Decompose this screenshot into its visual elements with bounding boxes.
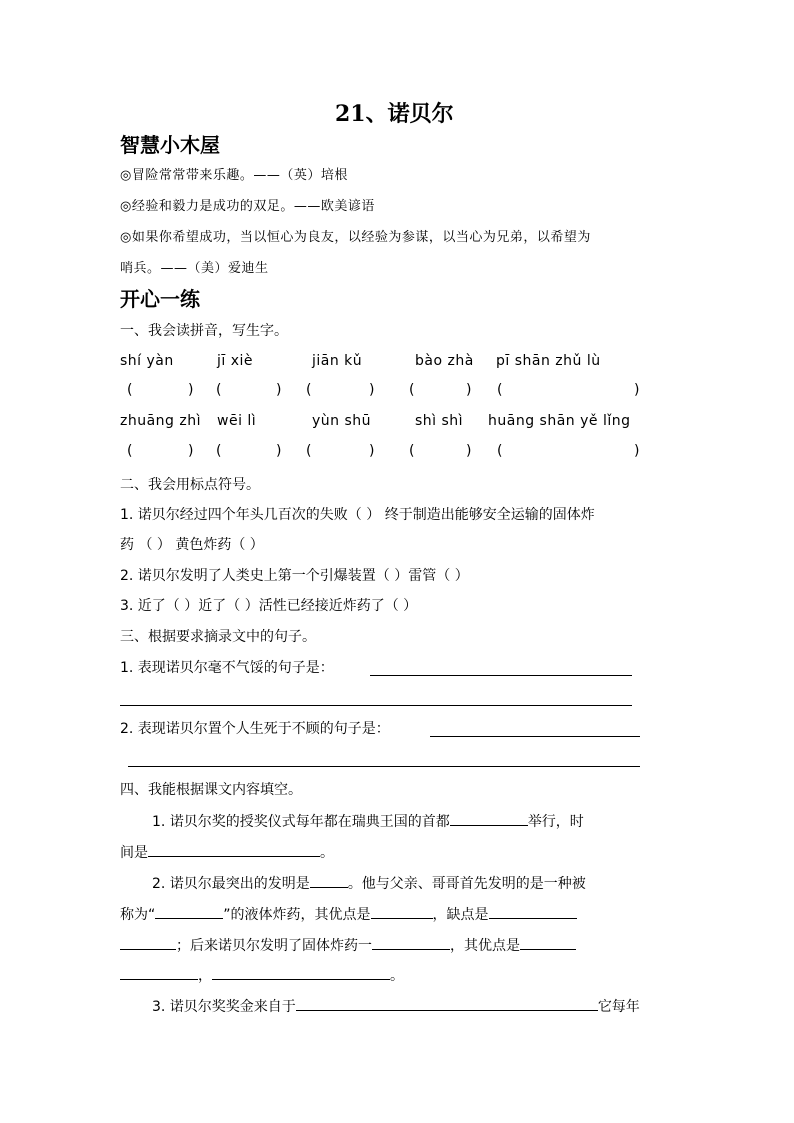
blank-advantage-3[interactable] xyxy=(212,966,390,980)
pinyin-row1-2: jī xiè xyxy=(217,353,254,369)
answer-box-row2-3-close: ) xyxy=(369,443,375,459)
answer-box-row2-4-open: ( xyxy=(409,443,415,459)
section-heading-wisdom-cabin: 智慧小木屋 xyxy=(120,133,220,157)
answer-box-row2-1-open: ( xyxy=(127,443,133,459)
blank-solid-explosive[interactable] xyxy=(372,936,450,950)
pinyin-row2-4: shì shì xyxy=(415,413,464,429)
blank-disadvantage[interactable] xyxy=(489,905,577,919)
answer-box-row1-5-open: ( xyxy=(497,382,503,398)
answer-box-row1-1-close: ) xyxy=(188,382,194,398)
quote-2: ◎经验和毅力是成功的双足。——欧美谚语 xyxy=(120,199,375,214)
blank-capital[interactable] xyxy=(450,812,528,826)
question-4-title: 四、我能根据课文内容填空。 xyxy=(120,782,302,798)
quote-3-line-2: 哨兵。——（美）爱迪生 xyxy=(120,261,269,276)
page-title: 21、诺贝尔 xyxy=(335,101,454,127)
punctuation-item-1-line-2: 药 （ ） 黄色炸药（ ） xyxy=(120,537,264,553)
answer-box-row1-3-close: ) xyxy=(369,382,375,398)
blank-advantage-2-cont[interactable] xyxy=(120,966,198,980)
answer-box-row2-3-open: ( xyxy=(306,443,312,459)
quote-3-line-1: ◎如果你希望成功，当以恒心为良友，以经验为参谋，以当心为兄弟，以希望为 xyxy=(120,230,591,245)
blank-invention[interactable] xyxy=(310,874,348,888)
blank-time[interactable] xyxy=(148,843,320,857)
pinyin-row2-1: zhuāng zhì xyxy=(120,413,201,429)
blank-disadvantage-cont[interactable] xyxy=(120,936,176,950)
fill-item-2-line-3: ；后来诺贝尔发明了固体炸药一 ，其优点是 xyxy=(120,936,576,955)
answer-box-row1-5-close: ) xyxy=(634,382,640,398)
fill-item-2-line-4: ， 。 xyxy=(120,966,404,985)
answer-box-row2-2-close: ) xyxy=(276,443,282,459)
blank-advantage-2[interactable] xyxy=(520,936,576,950)
pinyin-row2-5: huāng shān yě lǐng xyxy=(488,413,631,429)
blank-advantage-1[interactable] xyxy=(371,905,433,919)
fill-item-2-line-1: 2. 诺贝尔最突出的发明是 。他与父亲、哥哥首先发明的是一种被 xyxy=(152,876,586,892)
answer-box-row1-2-close: ) xyxy=(276,382,282,398)
excerpt-item-2-answer-line-1[interactable] xyxy=(430,736,640,737)
excerpt-item-2-answer-line-2[interactable] xyxy=(128,766,640,767)
answer-box-row1-4-close: ) xyxy=(466,382,472,398)
excerpt-item-1-answer-line-2[interactable] xyxy=(120,705,632,706)
excerpt-item-1-answer-line-1[interactable] xyxy=(370,675,632,676)
fill-item-2-line-2: 称为“ ”的液体炸药，其优点是 ，缺点是 xyxy=(120,905,577,924)
question-3-title: 三、根据要求摘录文中的句子。 xyxy=(120,629,316,645)
answer-box-row2-1-close: ) xyxy=(188,443,194,459)
pinyin-row1-1: shí yàn xyxy=(120,353,174,369)
answer-box-row2-5-close: ) xyxy=(634,443,640,459)
excerpt-item-2-label: 2. 表现诺贝尔置个人生死于不顾的句子是： xyxy=(120,721,390,737)
answer-box-row1-1-open: ( xyxy=(127,382,133,398)
answer-box-row2-4-close: ) xyxy=(466,443,472,459)
pinyin-row2-3: yùn shū xyxy=(312,413,372,429)
answer-box-row2-2-open: ( xyxy=(216,443,222,459)
fill-item-1-line-1: 1. 诺贝尔奖的授奖仪式每年都在瑞典王国的首都 举行，时 xyxy=(152,814,584,830)
punctuation-item-3: 3. 近了（ ）近了（ ）活性已经接近炸药了（ ） xyxy=(120,598,418,614)
pinyin-row1-3: jiān kǔ xyxy=(312,353,363,369)
answer-box-row1-2-open: ( xyxy=(216,382,222,398)
blank-prize-source[interactable] xyxy=(296,997,598,1011)
punctuation-item-1-line-1: 1. 诺贝尔经过四个年头几百次的失败（ ） 终于制造出能够安全运输的固体炸 xyxy=(120,507,595,523)
question-1-title: 一、我会读拼音，写生字。 xyxy=(120,323,288,339)
fill-item-1-line-2: 间是 。 xyxy=(120,845,334,861)
quote-1: ◎冒险常常带来乐趣。——（英）培根 xyxy=(120,168,348,183)
pinyin-row1-4: bào zhà xyxy=(415,353,474,369)
fill-item-3-line-1: 3. 诺贝尔奖奖金来自于 它每年 xyxy=(152,999,640,1015)
punctuation-item-2: 2. 诺贝尔发明了人类史上第一个引爆装置（ ）雷管（ ） xyxy=(120,568,469,584)
answer-box-row1-3-open: ( xyxy=(306,382,312,398)
pinyin-row1-5: pī shān zhǔ lù xyxy=(496,353,601,369)
answer-box-row1-4-open: ( xyxy=(409,382,415,398)
answer-box-row2-5-open: ( xyxy=(497,443,503,459)
excerpt-item-1-label: 1. 表现诺贝尔毫不气馁的句子是： xyxy=(120,660,334,676)
question-2-title: 二、我会用标点符号。 xyxy=(120,477,260,493)
section-heading-happy-practice: 开心一练 xyxy=(120,287,200,311)
blank-liquid-explosive[interactable] xyxy=(155,905,223,919)
pinyin-row2-2: wēi lì xyxy=(217,413,257,429)
